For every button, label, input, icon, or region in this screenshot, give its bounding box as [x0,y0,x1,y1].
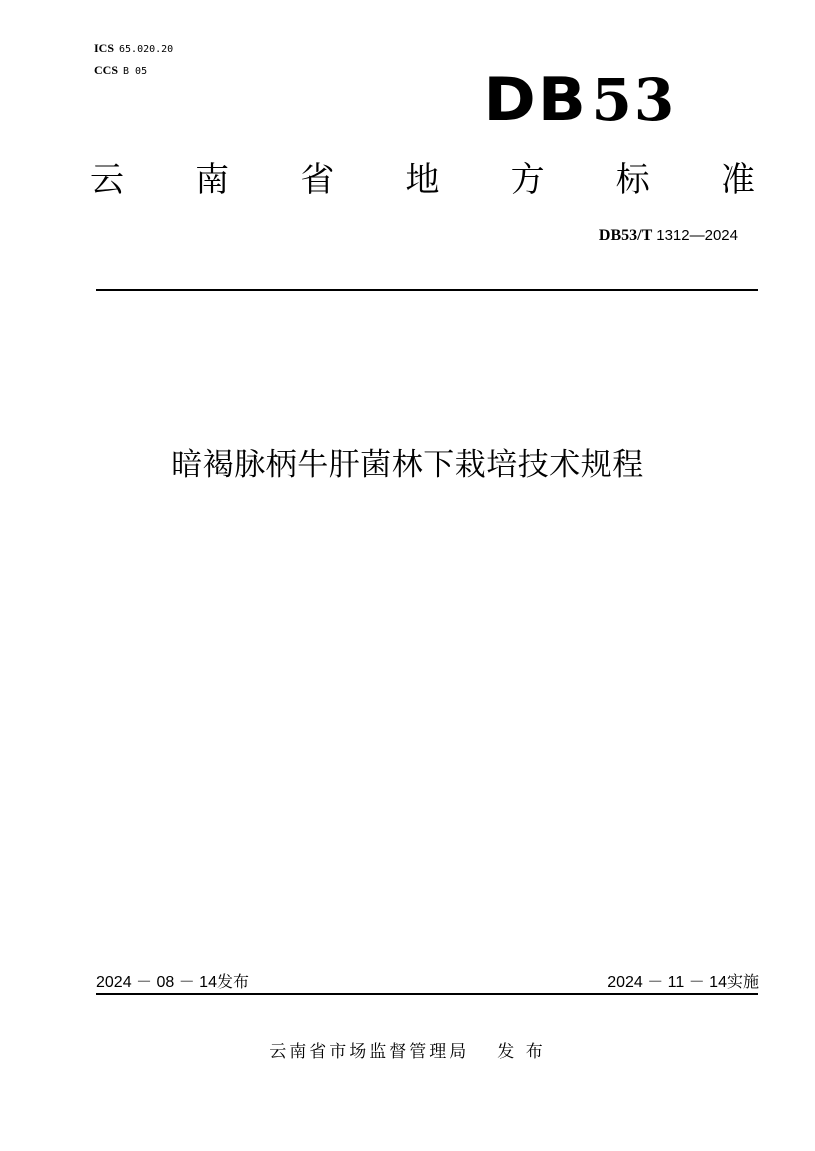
ccs-value: B 05 [123,66,148,77]
logo-number-text: 53 [591,66,677,134]
publish-date-label: 发布 [216,972,249,991]
bottom-divider [96,993,758,995]
document-title: 暗褐脉柄牛肝菌林下栽培技术规程 [171,447,644,483]
publish-date-value: 2024 － 08 － 14 [96,974,217,991]
ics-label: ICS [94,41,115,55]
standard-type-char: 标 [615,160,650,200]
implement-date-label: 实施 [726,972,759,991]
ccs-code [94,63,147,79]
standard-type-char: 省 [300,160,335,200]
standard-type-char: 南 [195,160,230,200]
ics-value: 65.020.20 [119,44,174,55]
standard-code-number: 1312—2024 [656,227,738,244]
issuing-authority [0,1037,815,1062]
standard-type-char: 地 [405,160,440,200]
implement-date-value: 2024 － 11 － 14 [607,974,727,991]
standard-code-prefix: DB53/T [598,227,653,244]
logo-db-text: DB [483,65,589,135]
standard-code [599,226,738,245]
standard-type-heading [90,157,755,203]
db53-logo [483,65,696,135]
standard-type-char: 准 [720,160,755,200]
issuer-action: 发 布 [497,1042,546,1062]
publish-date [96,972,249,993]
top-divider [96,289,758,291]
ics-code [94,41,173,57]
ccs-label: CCS [94,63,119,77]
standard-type-char: 方 [510,160,545,200]
implement-date [607,972,759,993]
standard-type-char: 云 [90,160,124,200]
issuer-name: 云南省市场监督管理局 [269,1042,470,1062]
